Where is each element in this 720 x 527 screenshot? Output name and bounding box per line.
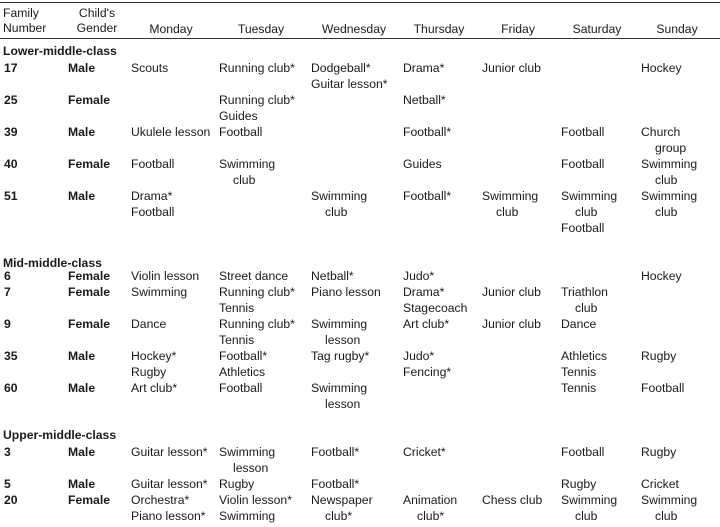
- cell-text: Guides: [403, 157, 442, 171]
- cell-text: Athletics: [219, 365, 266, 379]
- gender-cell: [68, 476, 95, 492]
- activity-cell-sunday: [641, 124, 686, 156]
- header-family-number: [3, 6, 46, 36]
- cell-text: Art club*: [403, 317, 450, 331]
- cell-text: Football: [131, 157, 175, 171]
- header-label-line: Family: [3, 6, 39, 20]
- cell-text: Male: [68, 445, 96, 459]
- cell-text: Netball*: [311, 269, 354, 283]
- cell-text: Football: [561, 445, 605, 459]
- cell-text: Swimming: [561, 189, 618, 203]
- cell-text: Church: [641, 125, 681, 139]
- activity-cell-thursday: [403, 492, 457, 524]
- cell-text: Stagecoach: [403, 301, 468, 315]
- cell-text: Animation: [403, 493, 458, 507]
- cell-text: Drama*: [403, 61, 445, 75]
- cell-text: Street dance: [219, 269, 289, 283]
- cell-text: 51: [4, 189, 18, 203]
- cell-text: Male: [68, 381, 96, 395]
- cell-text: club: [575, 301, 598, 315]
- family-number-cell: [4, 124, 18, 140]
- activity-cell-monday: [131, 316, 166, 332]
- cell-text: Running club*: [219, 93, 295, 107]
- cell-text: Judo*: [403, 269, 435, 283]
- gender-cell: [68, 268, 110, 284]
- cell-text: Junior club: [482, 285, 541, 299]
- cell-text: Football: [561, 221, 605, 235]
- family-number-cell: [4, 60, 18, 76]
- activity-cell-monday: [131, 188, 174, 220]
- cell-text: Football*: [403, 125, 452, 139]
- activity-cell-saturday: [561, 492, 617, 524]
- cell-text: Tennis: [219, 301, 255, 315]
- cell-text: 35: [4, 349, 18, 363]
- activity-cell-sunday: [641, 60, 682, 76]
- activity-cell-saturday: [561, 124, 604, 140]
- activity-cell-monday: [131, 60, 168, 76]
- header-label-line: Gender: [76, 21, 118, 35]
- family-number-cell: [4, 316, 11, 332]
- gender-cell: [68, 92, 110, 108]
- cell-text: Running club*: [219, 317, 295, 331]
- cell-text: club: [655, 205, 678, 219]
- activity-cell-sunday: [641, 444, 676, 460]
- cell-text: Swimming: [219, 509, 276, 523]
- activity-cell-sunday: [641, 188, 697, 220]
- cell-text: group: [655, 141, 687, 155]
- cell-text: Guides: [219, 109, 258, 123]
- family-number-cell: [4, 476, 11, 492]
- activity-cell-tuesday: [219, 124, 262, 140]
- cell-text: lesson: [325, 333, 361, 347]
- gender-cell: [68, 492, 110, 508]
- cell-text: Junior club: [482, 317, 541, 331]
- activity-cell-thursday: [403, 188, 451, 204]
- cell-text: Cricket*: [403, 445, 446, 459]
- cell-text: 9: [4, 317, 11, 331]
- cell-text: Football*: [311, 477, 360, 491]
- cell-text: Swimming: [219, 445, 276, 459]
- cell-text: Football*: [219, 349, 268, 363]
- activity-cell-monday: [131, 476, 208, 492]
- cell-text: Guitar lesson*: [311, 77, 388, 91]
- family-number-cell: [4, 444, 11, 460]
- cell-text: Ukulele lesson: [131, 125, 211, 139]
- cell-text: Female: [68, 285, 111, 299]
- activity-cell-saturday: [561, 444, 604, 460]
- cell-text: Tennis: [219, 333, 255, 347]
- gender-cell: [68, 156, 110, 172]
- cell-text: 60: [4, 381, 18, 395]
- activity-cell-tuesday: [219, 380, 262, 396]
- cell-text: 6: [4, 269, 11, 283]
- activity-cell-saturday: [561, 188, 617, 236]
- cell-text: Orchestra*: [131, 493, 190, 507]
- cell-text: Junior club: [482, 61, 541, 75]
- activity-cell-sunday: [641, 348, 676, 364]
- family-number-cell: [4, 156, 18, 172]
- cell-text: Tennis: [561, 365, 597, 379]
- cell-text: Football: [641, 381, 685, 395]
- activity-cell-thursday: [403, 316, 449, 332]
- activity-cell-monday: [131, 124, 210, 140]
- cell-text: Fencing*: [403, 365, 452, 379]
- section-title: Mid-middle-class: [3, 256, 102, 270]
- gender-cell: [68, 444, 95, 460]
- activity-cell-thursday: [403, 124, 451, 140]
- cell-text: Rugby: [561, 477, 597, 491]
- activity-cell-wednesday: [311, 444, 359, 460]
- cell-text: Drama*: [403, 285, 445, 299]
- header-rule: [0, 38, 720, 39]
- cell-text: 17: [4, 61, 18, 75]
- cell-text: Guitar lesson*: [131, 445, 208, 459]
- family-number-cell: [4, 188, 18, 204]
- activity-cell-sunday: [641, 268, 682, 284]
- activity-cell-saturday: [561, 380, 596, 396]
- cell-text: Rugby: [219, 477, 255, 491]
- activity-cell-tuesday: [219, 156, 275, 188]
- gender-cell: [68, 124, 95, 140]
- activity-cell-tuesday: [219, 444, 275, 476]
- cell-text: Football*: [311, 445, 360, 459]
- activity-cell-monday: [131, 284, 187, 300]
- family-number-cell: [4, 348, 18, 364]
- cell-text: Swimming: [641, 189, 698, 203]
- cell-text: Drama*: [131, 189, 173, 203]
- cell-text: Male: [68, 477, 96, 491]
- cell-text: Football: [219, 125, 263, 139]
- activity-cell-monday: [131, 492, 206, 524]
- activity-cell-thursday: [403, 284, 467, 316]
- header-friday: Friday: [501, 22, 535, 36]
- activity-cell-tuesday: [219, 92, 295, 124]
- activity-cell-saturday: [561, 156, 604, 172]
- cell-text: Football: [561, 157, 605, 171]
- header-label-line: Child's: [78, 6, 116, 20]
- cell-text: Female: [68, 269, 111, 283]
- cell-text: 40: [4, 157, 18, 171]
- activity-cell-wednesday: [311, 476, 359, 492]
- gender-cell: [68, 60, 95, 76]
- header-sunday: Sunday: [656, 22, 698, 36]
- header-saturday: Saturday: [572, 22, 622, 36]
- header-wednesday: Wednesday: [321, 22, 387, 36]
- activity-cell-friday: [482, 492, 542, 508]
- cell-text: 3: [4, 445, 11, 459]
- cell-text: Female: [68, 93, 111, 107]
- cell-text: Female: [68, 157, 111, 171]
- cell-text: Swimming: [131, 285, 188, 299]
- header-label-line: Number: [3, 21, 47, 35]
- cell-text: Swimming: [561, 493, 618, 507]
- cell-text: 5: [4, 477, 11, 491]
- cell-text: 25: [4, 93, 18, 107]
- activity-cell-tuesday: [219, 348, 267, 380]
- cell-text: 20: [4, 493, 18, 507]
- activity-cell-saturday: [561, 476, 596, 492]
- activity-cell-tuesday: [219, 60, 295, 76]
- cell-text: Swimming: [311, 317, 368, 331]
- activity-cell-sunday: [641, 156, 697, 188]
- cell-text: Piano lesson*: [131, 509, 206, 523]
- cell-text: Tennis: [561, 381, 597, 395]
- activity-cell-monday: [131, 380, 177, 396]
- cell-text: Football*: [403, 189, 452, 203]
- cell-text: Football: [561, 125, 605, 139]
- cell-text: 7: [4, 285, 11, 299]
- cell-text: club*: [417, 509, 445, 523]
- cell-text: Swimming: [311, 189, 368, 203]
- activity-cell-sunday: [641, 492, 697, 524]
- cell-text: Running club*: [219, 285, 295, 299]
- activity-cell-tuesday: [219, 476, 254, 492]
- cell-text: club: [233, 173, 256, 187]
- activity-cell-thursday: [403, 444, 446, 460]
- cell-text: Dance: [131, 317, 167, 331]
- cell-text: Swimming: [219, 157, 276, 171]
- family-number-cell: [4, 92, 18, 108]
- cell-text: Violin lesson: [131, 269, 200, 283]
- cell-text: 39: [4, 125, 18, 139]
- cell-text: Judo*: [403, 349, 435, 363]
- cell-text: Hockey: [641, 61, 682, 75]
- cell-text: Dodgeball*: [311, 61, 371, 75]
- cell-text: Swimming: [641, 493, 698, 507]
- activity-cell-wednesday: [311, 492, 373, 524]
- activity-cell-thursday: [403, 92, 446, 108]
- cell-text: Running club*: [219, 61, 295, 75]
- gender-cell: [68, 348, 95, 364]
- cell-text: Football: [131, 205, 175, 219]
- cell-text: Rugby: [641, 445, 677, 459]
- gender-cell: [68, 188, 95, 204]
- activity-cell-friday: [482, 316, 541, 332]
- section-title: Lower-middle-class: [3, 44, 117, 58]
- activity-cell-saturday: [561, 316, 596, 332]
- cell-text: Violin lesson*: [219, 493, 292, 507]
- cell-text: club: [575, 205, 598, 219]
- family-number-cell: [4, 380, 18, 396]
- activity-cell-monday: [131, 348, 176, 380]
- cell-text: Hockey*: [131, 349, 177, 363]
- gender-cell: [68, 380, 95, 396]
- cell-text: Swimming: [482, 189, 539, 203]
- cell-text: Athletics: [561, 349, 608, 363]
- activity-cell-tuesday: [219, 268, 288, 284]
- activity-cell-friday: [482, 188, 538, 220]
- activity-cell-wednesday: [311, 60, 388, 92]
- cell-text: club*: [325, 509, 353, 523]
- cell-text: Female: [68, 493, 111, 507]
- activity-cell-tuesday: [219, 316, 295, 348]
- activity-cell-thursday: [403, 156, 442, 172]
- activity-cell-wednesday: [311, 348, 369, 364]
- cell-text: club: [655, 173, 678, 187]
- table-top-rule: [0, 2, 720, 3]
- activity-cell-thursday: [403, 60, 444, 76]
- cell-text: Guitar lesson*: [131, 477, 208, 491]
- cell-text: club: [575, 509, 598, 523]
- activity-cell-sunday: [641, 380, 684, 396]
- cell-text: Piano lesson: [311, 285, 381, 299]
- cell-text: Rugby: [131, 365, 167, 379]
- family-number-cell: [4, 284, 11, 300]
- cell-text: Netball*: [403, 93, 446, 107]
- cell-text: Newspaper: [311, 493, 373, 507]
- activity-cell-wednesday: [311, 380, 367, 412]
- cell-text: Rugby: [641, 349, 677, 363]
- activity-cell-wednesday: [311, 284, 381, 300]
- cell-text: Male: [68, 125, 96, 139]
- cell-text: Swimming: [641, 157, 698, 171]
- cell-text: Swimming: [311, 381, 368, 395]
- activity-cell-sunday: [641, 476, 679, 492]
- activity-cell-thursday: [403, 268, 434, 284]
- activity-cell-wednesday: [311, 268, 354, 284]
- cell-text: Art club*: [131, 381, 178, 395]
- cell-text: Hockey: [641, 269, 682, 283]
- cell-text: Female: [68, 317, 111, 331]
- activity-cell-tuesday: [219, 284, 295, 316]
- cell-text: Male: [68, 61, 96, 75]
- cell-text: club: [325, 205, 348, 219]
- activity-cell-friday: [482, 60, 541, 76]
- activity-cell-saturday: [561, 284, 608, 316]
- activity-cell-wednesday: [311, 316, 367, 348]
- cell-text: club: [655, 509, 678, 523]
- cell-text: Triathlon: [561, 285, 608, 299]
- cell-text: Scouts: [131, 61, 169, 75]
- activity-cell-monday: [131, 268, 199, 284]
- cell-text: Cricket: [641, 477, 679, 491]
- cell-text: Tag rugby*: [311, 349, 370, 363]
- activity-cell-tuesday: [219, 492, 292, 524]
- activity-cell-wednesday: [311, 188, 367, 220]
- cell-text: Chess club: [482, 493, 543, 507]
- gender-cell: [68, 284, 110, 300]
- cell-text: Male: [68, 189, 96, 203]
- family-number-cell: [4, 268, 11, 284]
- cell-text: club: [496, 205, 519, 219]
- header-monday: Monday: [149, 22, 193, 36]
- section-title: Upper-middle-class: [3, 428, 117, 442]
- activity-cell-saturday: [561, 348, 607, 380]
- cell-text: Dance: [561, 317, 597, 331]
- family-number-cell: [4, 492, 18, 508]
- cell-text: lesson: [233, 461, 269, 475]
- gender-cell: [68, 316, 110, 332]
- activity-cell-friday: [482, 284, 541, 300]
- activity-cell-thursday: [403, 348, 451, 380]
- header-thursday: Thursday: [413, 22, 465, 36]
- cell-text: Male: [68, 349, 96, 363]
- header-tuesday: Tuesday: [237, 22, 285, 36]
- cell-text: lesson: [325, 397, 361, 411]
- activity-cell-monday: [131, 444, 208, 460]
- activity-cell-monday: [131, 156, 174, 172]
- header-childs-gender: [68, 6, 126, 36]
- cell-text: Football: [219, 381, 263, 395]
